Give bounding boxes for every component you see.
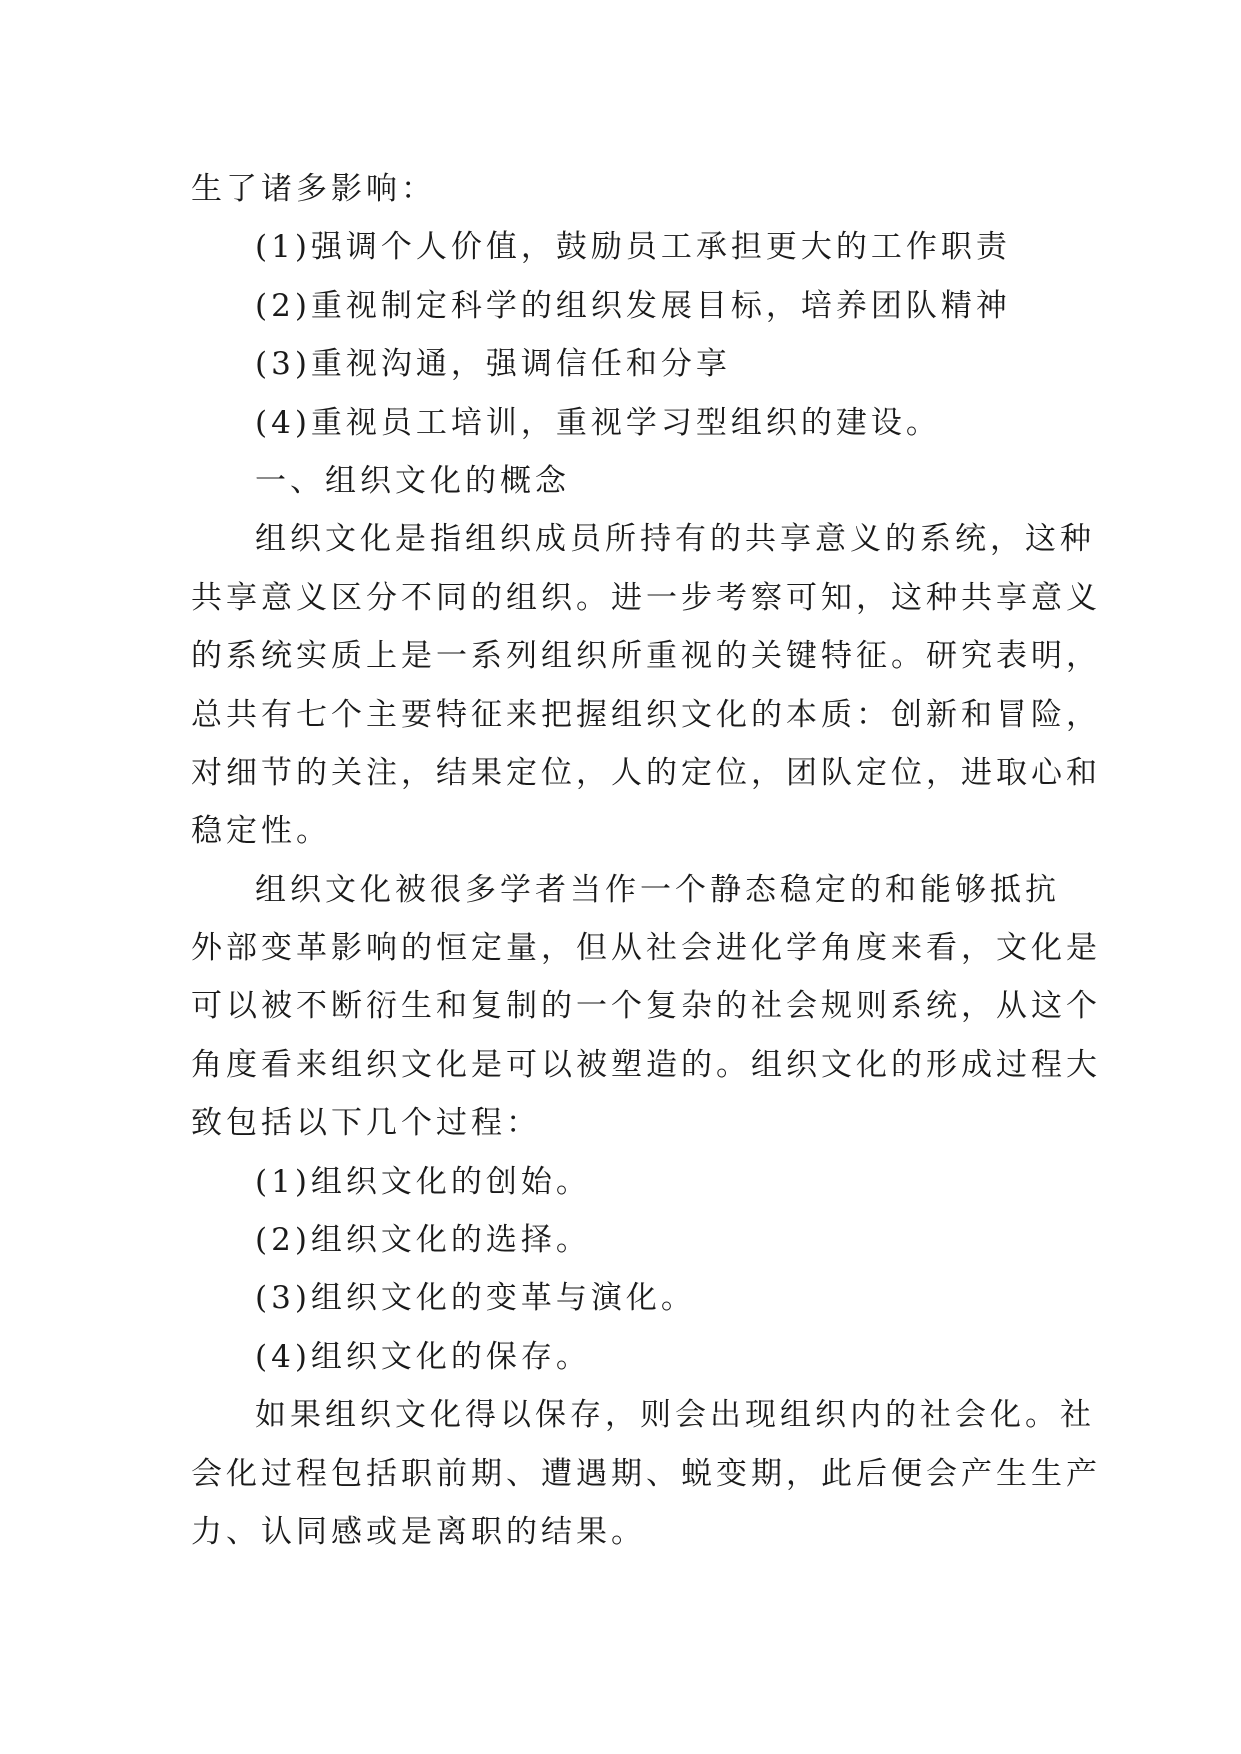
- text-line: 外部变革影响的恒定量，但从社会进化学角度来看，文化是: [191, 930, 1101, 967]
- text-line: 对细节的关注，结果定位，人的定位，团队定位，进取心和: [191, 754, 1101, 791]
- text-line: (3)重视沟通，强调信任和分享: [255, 346, 731, 383]
- text-line: (4)组织文化的保存。: [255, 1338, 591, 1375]
- text-line: 组织文化是指组织成员所持有的共享意义的系统，这种: [255, 521, 1095, 558]
- text-line: 的系统实质上是一系列组织所重视的关键特征。研究表明，: [191, 638, 1101, 675]
- document-body: [191, 160, 1101, 1561]
- text-line: 致包括以下几个过程：: [191, 1105, 541, 1142]
- text-line: 角度看来组织文化是可以被塑造的。组织文化的形成过程大: [191, 1046, 1101, 1083]
- text-line: (1)组织文化的创始。: [255, 1163, 591, 1200]
- text-line: 共享意义区分不同的组织。进一步考察可知，这种共享意义: [191, 579, 1101, 616]
- text-line: 如果组织文化得以保存，则会出现组织内的社会化。社: [255, 1397, 1095, 1434]
- text-line: (2)重视制定科学的组织发展目标，培养团队精神: [255, 287, 1011, 324]
- text-line: 总共有七个主要特征来把握组织文化的本质：创新和冒险，: [191, 696, 1101, 733]
- text-line: (4)重视员工培训，重视学习型组织的建设。: [255, 404, 941, 441]
- text-line: 生了诸多影响：: [191, 171, 436, 207]
- text-line: 力、认同感或是离职的结果。: [191, 1513, 646, 1550]
- text-line: 稳定性。: [191, 813, 331, 850]
- text-line: 会化过程包括职前期、遭遇期、蜕变期，此后便会产生生产: [191, 1455, 1101, 1492]
- text-line: (1)强调个人价值，鼓励员工承担更大的工作职责: [255, 229, 1011, 266]
- text-line: 可以被不断衍生和复制的一个复杂的社会规则系统，从这个: [191, 988, 1101, 1025]
- section-heading: 一、组织文化的概念: [255, 462, 570, 499]
- text-line: (3)组织文化的变革与演化。: [255, 1280, 696, 1317]
- text-line: 组织文化被很多学者当作一个静态稳定的和能够抵抗: [255, 871, 1060, 908]
- text-line: (2)组织文化的选择。: [255, 1222, 591, 1259]
